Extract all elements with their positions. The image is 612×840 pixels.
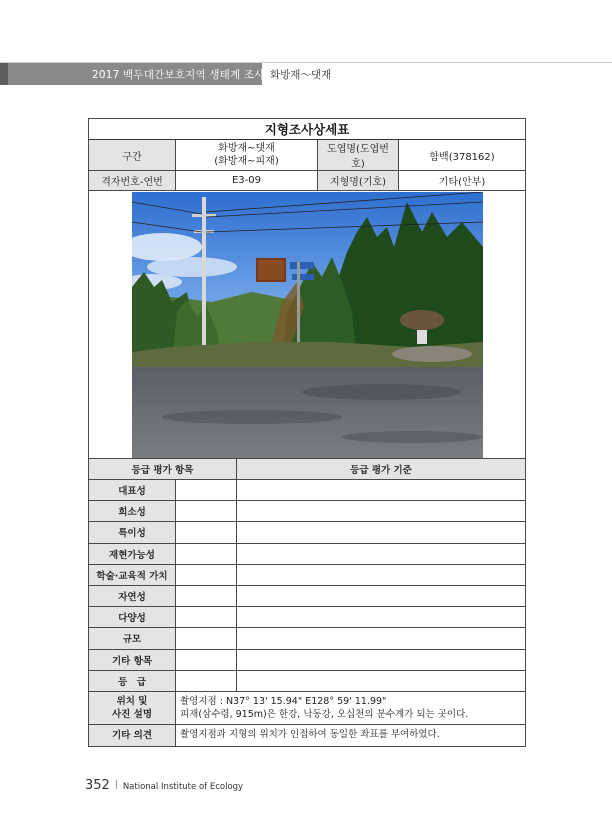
eval-row-other-items xyxy=(89,649,526,670)
eval-row-grade xyxy=(89,670,526,691)
eval-header-row xyxy=(89,459,526,480)
eval-item-header: 등급 평가 항목 xyxy=(89,459,237,480)
site-photo xyxy=(132,192,483,458)
eval-item-label: 재현가능성 xyxy=(89,543,176,564)
eval-item-label: 등 급 xyxy=(89,670,176,691)
eval-criteria-cell xyxy=(237,522,526,543)
eval-criteria-cell xyxy=(237,670,526,691)
page-number: 352 xyxy=(85,778,110,793)
grid-number-label: 격자번호-연번 xyxy=(89,171,176,191)
eval-row-representativeness xyxy=(89,480,526,501)
header-title: 2017 백두대간보호지역 생태계 조사 xyxy=(92,69,265,81)
section-value xyxy=(176,140,318,171)
section-label: 구간 xyxy=(89,140,176,171)
eval-grade-cell xyxy=(176,607,237,628)
eval-grade-cell xyxy=(176,649,237,670)
eval-grade-cell xyxy=(176,501,237,522)
landform-survey-table xyxy=(88,118,526,747)
eval-row-rarity xyxy=(89,501,526,522)
eval-item-label: 학술·교육적 가치 xyxy=(89,564,176,585)
eval-criteria-cell xyxy=(237,649,526,670)
eval-criteria-cell xyxy=(237,607,526,628)
other-opinion-text: 촬영지점과 지형의 위치가 인접하여 동일한 좌표를 부여하였다. xyxy=(176,724,526,746)
eval-row-academic-value xyxy=(89,564,526,585)
eval-grade-cell xyxy=(176,543,237,564)
eval-item-label: 규모 xyxy=(89,628,176,649)
eval-criteria-cell xyxy=(237,564,526,585)
section-value-line-1: 화방재~댓재 xyxy=(218,143,275,154)
footer-organization: National Institute of Ecology xyxy=(122,782,244,792)
landform-name-label: 지형명(기호) xyxy=(318,171,399,191)
eval-row-naturalness xyxy=(89,585,526,606)
eval-row-diversity xyxy=(89,607,526,628)
footer-divider xyxy=(116,780,117,789)
landform-name-value: 기타(안부) xyxy=(399,171,526,191)
eval-grade-cell xyxy=(176,670,237,691)
eval-criteria-cell xyxy=(237,480,526,501)
location-label-line-2: 사진 설명 xyxy=(111,708,152,720)
section-value-line-2: (화방재~피재) xyxy=(214,156,279,167)
eval-item-label: 기타 항목 xyxy=(89,649,176,670)
map-sheet-label: 도엽명(도엽번호) xyxy=(318,140,399,171)
eval-item-label: 특이성 xyxy=(89,522,176,543)
photo-coordinates: 촬영지점 : N37° 13' 15.94" E128° 59' 11.99" xyxy=(180,695,387,707)
eval-grade-cell xyxy=(176,564,237,585)
eval-item-label: 희소성 xyxy=(89,501,176,522)
header-subtitle: 화방재～댓재 xyxy=(270,69,332,81)
other-opinion-label: 기타 의견 xyxy=(89,724,176,746)
header-band-accent xyxy=(0,63,8,85)
eval-row-scale xyxy=(89,628,526,649)
location-label-line-1: 위치 및 xyxy=(116,695,148,707)
photo-description: 피재(삼수령, 915m)은 한강, 낙동강, 오십천의 분수계가 되는 곳이다. xyxy=(180,708,469,720)
eval-grade-cell xyxy=(176,480,237,501)
photo-cell xyxy=(89,191,526,459)
location-label xyxy=(89,691,176,724)
map-sheet-value: 함백(378162) xyxy=(399,140,526,171)
table-title-row xyxy=(89,119,526,140)
eval-grade-cell xyxy=(176,585,237,606)
eval-row-reproducibility xyxy=(89,543,526,564)
table-title: 지형조사상세표 xyxy=(89,119,526,140)
site-photo-illustration xyxy=(132,192,483,458)
location-description xyxy=(176,691,526,724)
eval-grade-cell xyxy=(176,628,237,649)
eval-criteria-cell xyxy=(237,543,526,564)
page-footer xyxy=(85,774,243,793)
eval-item-label: 다양성 xyxy=(89,607,176,628)
eval-row-uniqueness xyxy=(89,522,526,543)
table-row xyxy=(89,171,526,191)
other-opinion-row xyxy=(89,724,526,746)
eval-criteria-cell xyxy=(237,501,526,522)
eval-criteria-header: 등급 평가 기준 xyxy=(237,459,526,480)
eval-item-label: 대표성 xyxy=(89,480,176,501)
location-row xyxy=(89,691,526,724)
eval-criteria-cell xyxy=(237,585,526,606)
eval-criteria-cell xyxy=(237,628,526,649)
photo-row xyxy=(89,191,526,459)
eval-item-label: 자연성 xyxy=(89,585,176,606)
table-row xyxy=(89,140,526,171)
grid-number-value: E3-09 xyxy=(176,171,318,191)
eval-grade-cell xyxy=(176,522,237,543)
